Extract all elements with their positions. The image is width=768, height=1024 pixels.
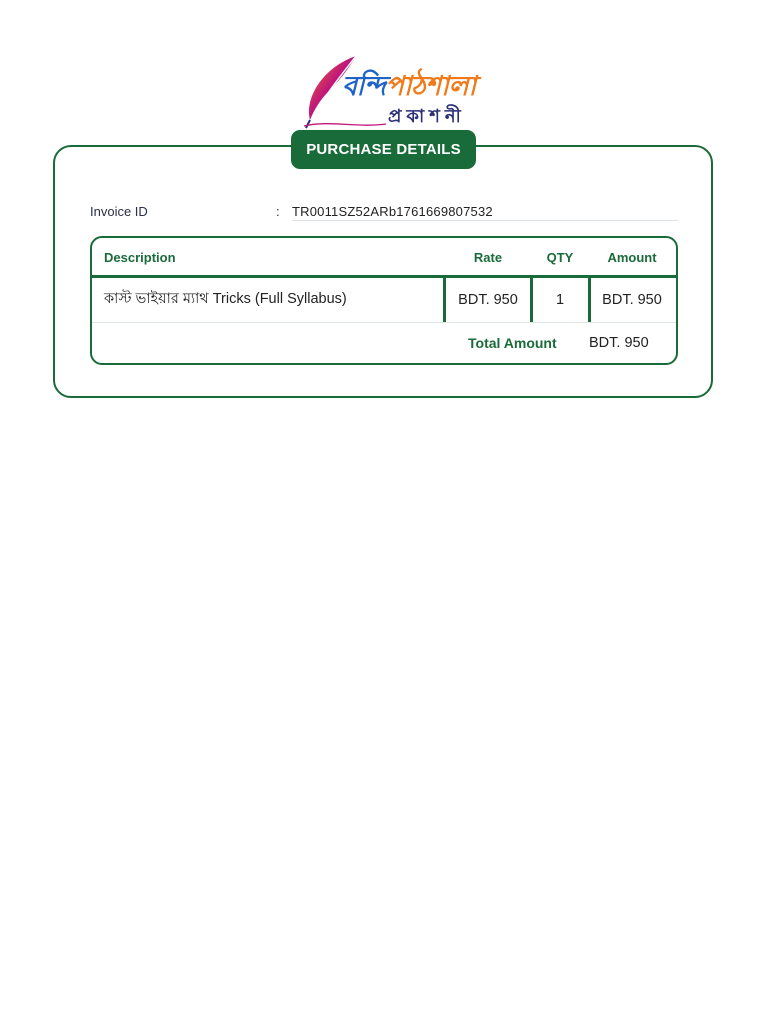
invoice-colon: : (276, 204, 280, 219)
logo-subtitle: প্রকাশনী (388, 106, 466, 127)
divider (292, 220, 678, 221)
brand-logo (298, 54, 476, 130)
header-description: Description (104, 249, 176, 265)
row-divider (92, 322, 676, 323)
header-amount: Amount (607, 249, 657, 265)
total-amount-label: Total Amount (468, 335, 557, 351)
page-title: PURCHASE DETAILS (291, 130, 476, 169)
row-description: কাস্ট ভাইয়ার ম্যাথ Tricks (Full Syllabus) (104, 291, 347, 307)
row-amount: BDT. 950 (602, 292, 662, 308)
invoice-id-value: TR0011SZ52ARb1761669807532 (292, 204, 493, 219)
logo-title: বন্দিপাঠশালা (342, 71, 476, 102)
row-rate: BDT. 950 (458, 292, 518, 308)
total-amount-value: BDT. 950 (589, 335, 649, 351)
invoice-id-label: Invoice ID (90, 204, 148, 219)
header-qty: QTY (546, 249, 574, 265)
purchase-table (90, 236, 678, 365)
row-qty: 1 (555, 292, 565, 308)
header-rate: Rate (473, 249, 503, 265)
